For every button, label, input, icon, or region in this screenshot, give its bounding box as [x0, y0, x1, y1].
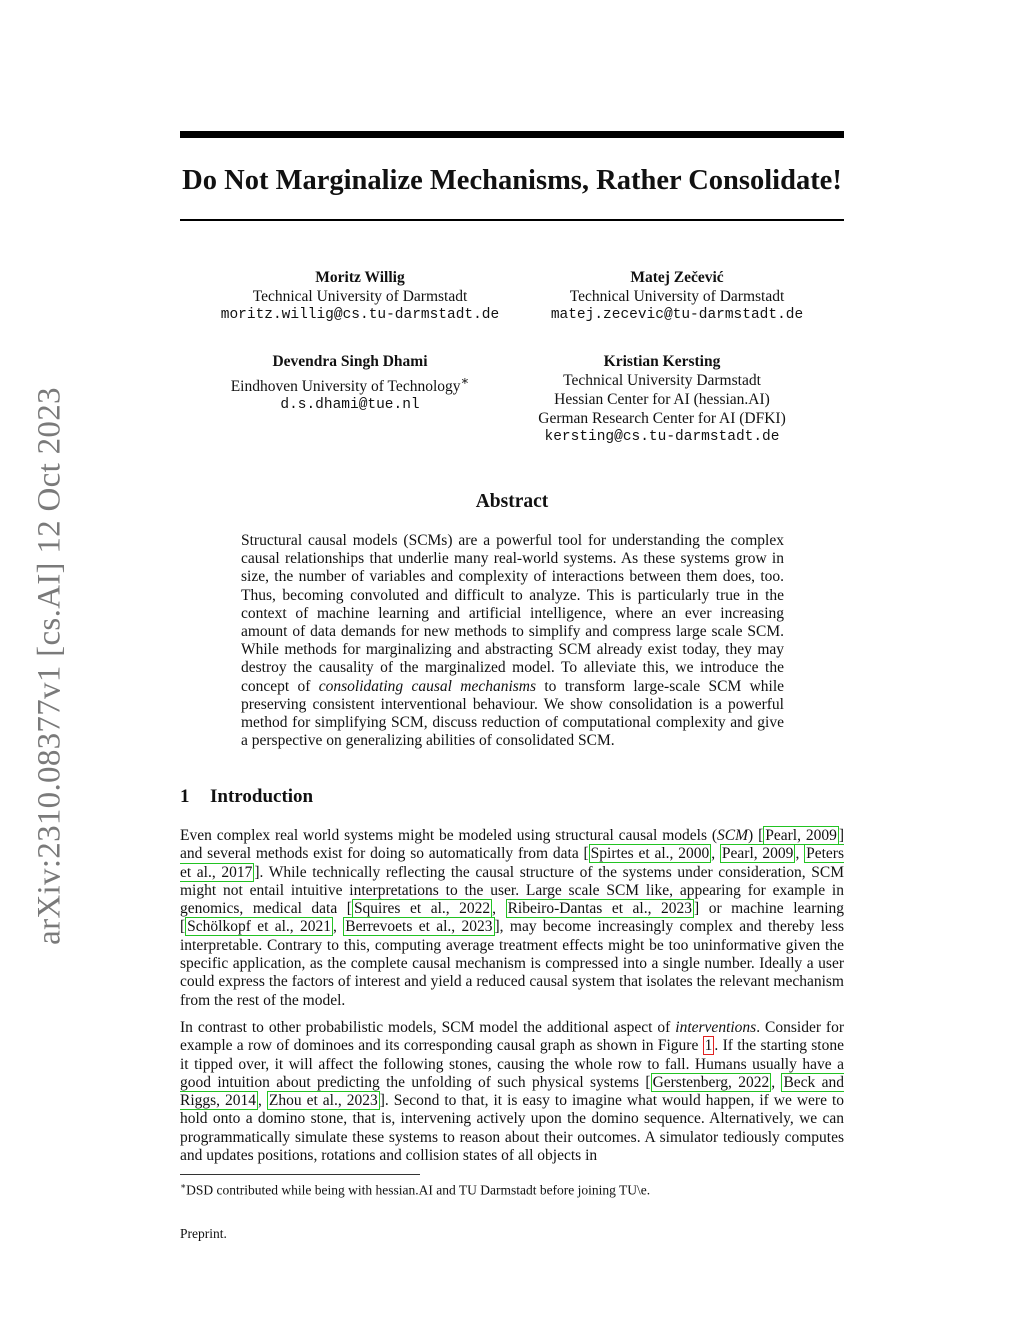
- body-text: Even complex real world systems might be modeled using structural causal models (: [180, 827, 718, 844]
- section-number: 1: [180, 786, 190, 807]
- body-text: . If the starting stone it tipped over, it will affect the following stones, causing the whole row to fall. Humans usually have a good intuition about predicting the unfolding of such physical systems [: [180, 1037, 844, 1091]
- body-text: ], may become increasingly complex and thereby less interpretable. Contrary to this, computing average treatment effects might be too uninformative given the specific application, as the complete causal mechanism is compressed into a single number. Ideally a user could express the factors of interest and yield a reduced causal system that isolates the relevant mechanism from the rest of the model.: [180, 918, 845, 1009]
- footnote-marker: ∗: [460, 373, 470, 388]
- body-text: ] or machine learning [: [180, 900, 845, 936]
- body-text: ] and several methods exist for doing so automatically from data [: [180, 827, 845, 863]
- author-block: [200, 268, 520, 325]
- author-block: [517, 268, 837, 325]
- footnote-rule: [180, 1174, 420, 1175]
- arxiv-side-stamp: [4, 366, 96, 966]
- author-affiliation-row: [190, 371, 510, 396]
- arxiv-identifier: arXiv:2310.08377v1 [cs.AI] 12 Oct 2023: [31, 387, 68, 945]
- body-text: ,: [711, 845, 720, 863]
- paper-title: Do Not Marginalize Mechanisms, Rather Consolidate!: [182, 165, 842, 196]
- intro-paragraph: [180, 1019, 844, 1165]
- author-email: moritz.willig@cs.tu-darmstadt.de: [220, 307, 500, 323]
- author-affiliation: German Research Center for AI (DFKI): [538, 410, 786, 427]
- body-text: ) [: [748, 827, 764, 844]
- author-affiliation: Hessian Center for AI (hessian.AI): [554, 391, 770, 408]
- author-affiliation: Technical University Darmstadt: [563, 372, 761, 389]
- section-heading: [180, 785, 313, 809]
- author-email: kersting@cs.tu-darmstadt.de: [544, 429, 780, 445]
- body-text: ,: [333, 918, 344, 936]
- footnote-mark: ∗: [180, 1181, 187, 1191]
- author-block: [190, 352, 510, 415]
- figure-reference-link[interactable]: 1: [704, 1037, 713, 1055]
- abstract-text: Structural causal models (SCMs) are a powerful tool for understanding the complex causal relationships that underlie many real-world systems. As these systems grow in size, the number of variables and complexity of interactions between them does, too. Thus, becoming convoluted and difficult to analyze. This is particularly true in the context of machine learning and artificial intelligence, where an ever increasing amount of data demands for new methods to simplify and compress large scale SCM. While methods for marginalizing and abstracting SCM already exist today, they may destroy the causality of the marginalized model. To alleviate this, we introduce the concept of: [241, 532, 784, 695]
- author-affiliation: Technical University of Darmstadt: [569, 288, 785, 305]
- footnote-text: DSD contributed while being with hessian.AI and TU Darmstadt before joining TU\e.: [186, 1182, 651, 1198]
- author-name: Moritz Willig: [315, 269, 405, 286]
- footnote: [180, 1178, 844, 1199]
- title-bottom-rule: [180, 219, 844, 221]
- citation-link[interactable]: Peters et al., 2017: [180, 845, 844, 881]
- author-block: [502, 352, 822, 447]
- author-name: Devendra Singh Dhami: [272, 353, 428, 370]
- citation-link[interactable]: Beck and Riggs, 2014: [180, 1073, 845, 1110]
- author-name: Kristian Kersting: [603, 353, 721, 370]
- body-emphasis: SCM: [717, 827, 749, 844]
- abstract-emphasis: consolidating causal mechanisms: [318, 677, 537, 695]
- author-affiliation: Eindhoven University of Technology: [230, 378, 461, 396]
- abstract-heading: Abstract: [475, 491, 549, 512]
- body-emphasis: interventions: [675, 1019, 757, 1036]
- abstract-text: to transform large-scale SCM while preserving consistent interventional behaviour. We show consolidation is a powerful method for simplifying SCM, discuss reduction of computational complexity and give a perspective on generalizing abilities of consolidated SCM.: [241, 677, 785, 750]
- author-affiliation: Technical University of Darmstadt: [252, 288, 468, 305]
- citation-link[interactable]: Squires et al., 2022: [353, 900, 491, 918]
- body-text: ,: [258, 1092, 267, 1110]
- preprint-label: Preprint.: [180, 1226, 227, 1241]
- author-name: Matej Zečević: [630, 269, 724, 286]
- body-text: . Consider for example a row of dominoes and its corresponding causal graph as shown in Figure: [180, 1019, 845, 1055]
- body-text: ]. While technically reflecting the causal structure of the systems under consideration, SCM might not entail intuitive interpretations to the user. Large scale SCM like, appearing for example in genomics, medical data [: [180, 863, 844, 918]
- body-text: In contrast to other probabilistic models, SCM model the additional aspect of: [180, 1019, 671, 1036]
- body-text: ,: [492, 900, 506, 918]
- citation-link[interactable]: Gerstenberg, 2022: [652, 1073, 770, 1091]
- body-text: ,: [795, 845, 805, 863]
- citation-link[interactable]: Zhou et al., 2023: [268, 1092, 378, 1110]
- abstract-body: [241, 532, 784, 750]
- author-email: matej.zecevic@tu-darmstadt.de: [550, 307, 804, 323]
- body-text: ]. Second to that, it is easy to imagine what would happen, if we were to hold onto a domino stone, that is, intervening actively upon the domino sequence. Alternatively, we can programmatically simulate these systems to reason about their outcomes. A simulator tediously computes and updates positions, rotations and collision states of all objects in: [180, 1092, 845, 1165]
- citation-link[interactable]: Schölkopf et al., 2021: [187, 918, 332, 936]
- intro-paragraph: [180, 827, 844, 1010]
- author-email: d.s.dhami@tue.nl: [280, 397, 420, 414]
- section-title: Introduction: [210, 786, 314, 807]
- citation-link[interactable]: Pearl, 2009: [721, 845, 794, 863]
- citation-link[interactable]: Berrevoets et al., 2023: [345, 918, 493, 936]
- citation-link[interactable]: Pearl, 2009: [765, 827, 837, 844]
- body-text: ,: [771, 1073, 782, 1091]
- citation-link[interactable]: Ribeiro-Dantas et al., 2023: [507, 900, 693, 918]
- title-top-rule: [180, 131, 844, 138]
- citation-link[interactable]: Spirtes et al., 2000: [590, 845, 710, 863]
